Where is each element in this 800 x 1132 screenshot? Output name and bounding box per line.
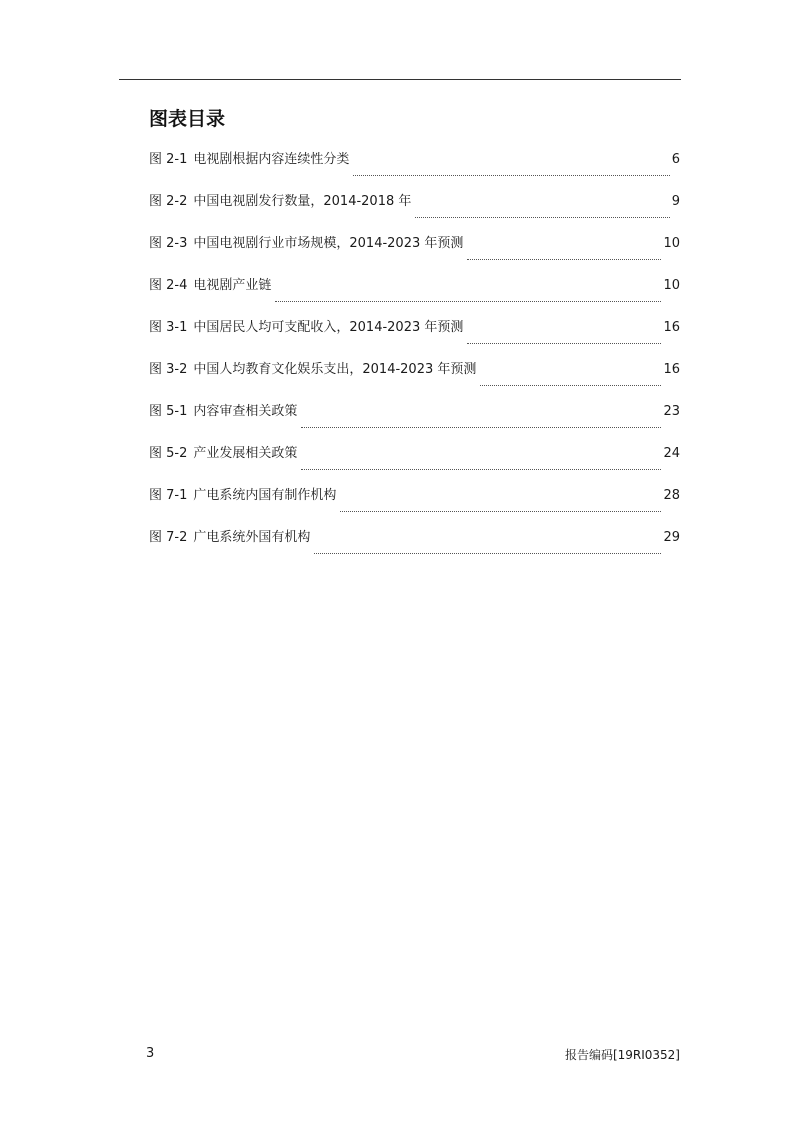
toc-entry-label xyxy=(149,276,271,296)
toc-entry-text: 广电系统内国有制作机构 xyxy=(193,488,337,503)
header-rule xyxy=(119,79,681,80)
toc-entry-page: 10 xyxy=(663,236,680,251)
toc-entry-label xyxy=(149,192,411,212)
toc-dot-leader xyxy=(314,552,661,554)
toc-entry-page: 16 xyxy=(663,362,680,377)
toc-entry-number: 图 7-2 xyxy=(149,530,188,545)
toc-entry-label xyxy=(149,444,297,464)
toc-dot-leader xyxy=(301,426,661,428)
toc-entry[interactable] xyxy=(149,486,680,528)
toc-entry[interactable] xyxy=(149,444,680,486)
toc-entry-text: 内容审查相关政策 xyxy=(193,404,298,419)
toc-entry[interactable] xyxy=(149,192,680,234)
footer-report-code: 报告编码[19RI0352] xyxy=(564,1048,680,1062)
toc-entry-label xyxy=(149,360,476,380)
toc-entry-number: 图 5-1 xyxy=(149,404,188,419)
toc-entry-number: 图 5-2 xyxy=(149,446,188,461)
toc-entry-number: 图 3-1 xyxy=(149,320,188,335)
toc-dot-leader xyxy=(353,174,669,176)
toc-entry-label xyxy=(149,486,336,506)
toc-entry[interactable] xyxy=(149,318,680,360)
toc-entry-label xyxy=(149,150,349,170)
toc-entry-text: 电视剧根据内容连续性分类 xyxy=(193,152,350,167)
toc-entry-label xyxy=(149,528,310,548)
toc-entry-number: 图 2-2 xyxy=(149,194,188,209)
toc-entry-text: 中国电视剧行业市场规模，2014-2023 年预测 xyxy=(193,236,464,251)
toc-dot-leader xyxy=(467,258,661,260)
toc-dot-leader xyxy=(340,510,661,512)
toc-entry-label xyxy=(149,402,297,422)
toc-entry-text: 中国人均教育文化娱乐支出，2014-2023 年预测 xyxy=(193,362,477,377)
toc-entry-page: 29 xyxy=(663,530,680,545)
toc-entry-page: 9 xyxy=(671,194,680,209)
toc-dot-leader xyxy=(467,342,661,344)
toc-entry-page: 23 xyxy=(663,404,680,419)
toc-list xyxy=(149,150,680,570)
toc-entry-label xyxy=(149,234,463,254)
toc-entry-number: 图 2-3 xyxy=(149,236,188,251)
toc-entry[interactable] xyxy=(149,150,680,192)
toc-dot-leader xyxy=(301,468,661,470)
toc-entry-page: 24 xyxy=(663,446,680,461)
toc-entry-page: 6 xyxy=(671,152,680,167)
footer-page-number: 3 xyxy=(146,1046,155,1061)
toc-entry[interactable] xyxy=(149,276,680,318)
toc-entry-text: 广电系统外国有机构 xyxy=(193,530,311,545)
toc-entry-text: 产业发展相关政策 xyxy=(193,446,298,461)
toc-entry-text: 电视剧产业链 xyxy=(193,278,272,293)
toc-entry-text: 中国电视剧发行数量，2014-2018 年 xyxy=(193,194,412,209)
toc-entry-number: 图 7-1 xyxy=(149,488,188,503)
toc-entry-number: 图 2-4 xyxy=(149,278,188,293)
toc-dot-leader xyxy=(480,384,661,386)
toc-entry[interactable] xyxy=(149,234,680,276)
toc-entry[interactable] xyxy=(149,402,680,444)
toc-dot-leader xyxy=(275,300,661,302)
toc-title: 图表目录 xyxy=(149,108,226,130)
toc-entry-text: 中国居民人均可支配收入，2014-2023 年预测 xyxy=(193,320,464,335)
toc-dot-leader xyxy=(415,216,669,218)
toc-entry[interactable] xyxy=(149,528,680,570)
toc-entry[interactable] xyxy=(149,360,680,402)
toc-entry-label xyxy=(149,318,463,338)
toc-entry-page: 28 xyxy=(663,488,680,503)
toc-entry-page: 10 xyxy=(663,278,680,293)
toc-entry-page: 16 xyxy=(663,320,680,335)
toc-entry-number: 图 3-2 xyxy=(149,362,188,377)
toc-entry-number: 图 2-1 xyxy=(149,152,188,167)
